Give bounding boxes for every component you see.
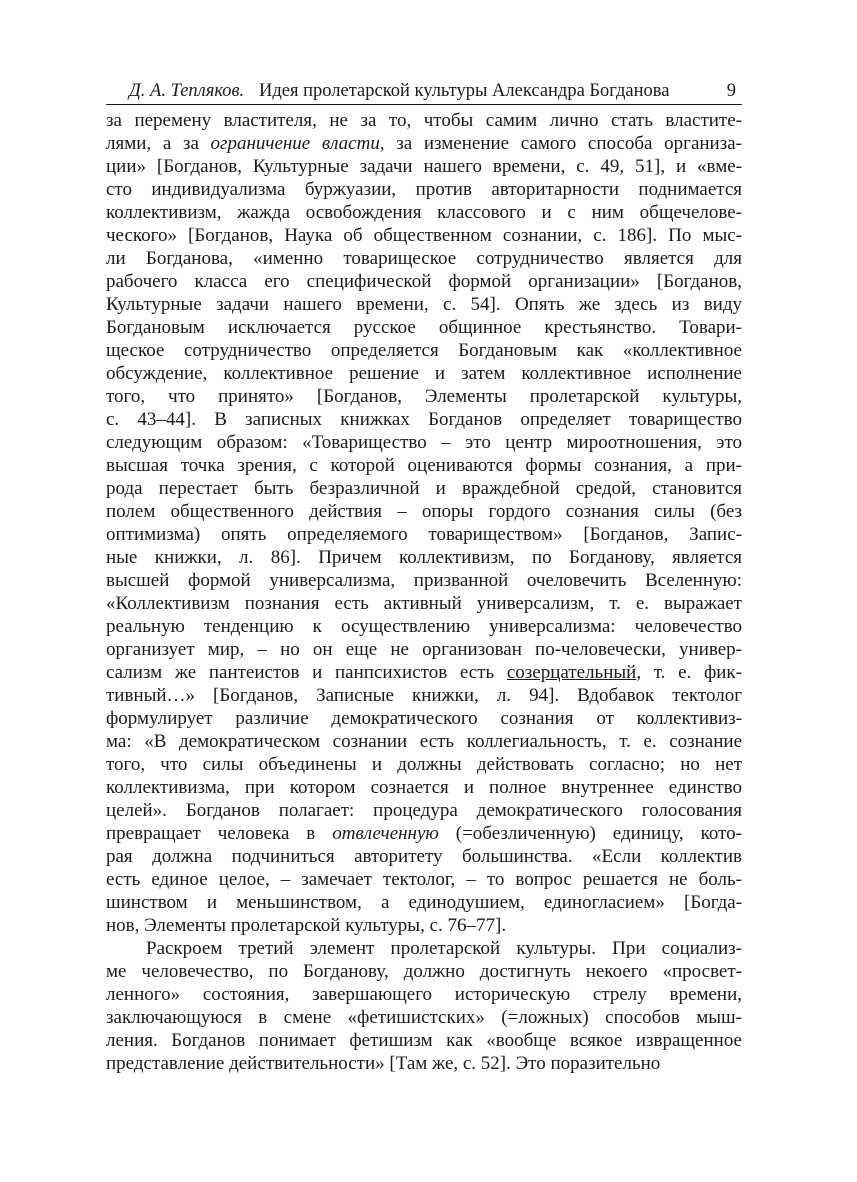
text-segment: Раскроем третий элемент пролетарской культуры. При социализ- (146, 938, 742, 959)
text-segment: рода перестает быть безразличной и враждебной средой, становится (106, 478, 742, 499)
text-segment: сто индивидуализма буржуазии, против авторитарности поднимается (106, 179, 742, 200)
text-line (106, 178, 742, 201)
text-line (106, 293, 742, 316)
text-line (106, 155, 742, 178)
header-author: Д. А. Тепляков. (129, 81, 245, 101)
text-segment: за перемену властителя, не за то, чтобы самим лично стать властите- (106, 110, 742, 131)
text-line (106, 477, 742, 500)
text-line (106, 408, 742, 431)
underlined-text: созерцательный (506, 662, 637, 683)
text-line (106, 914, 742, 937)
text-line (106, 983, 742, 1006)
text-segment: ления. Богданов понимает фетишизм как «вообще всякое извращенное (106, 1030, 742, 1051)
text-segment: рая должна подчиниться авторитету большинства. «Если коллектив (106, 846, 742, 867)
text-segment: заключающуюся в смене «фетишистских» (=ложных) способов мыш- (106, 1007, 742, 1028)
text-segment: превращает человека в (106, 823, 333, 844)
text-segment: ли Богданова, «именно товарищеское сотрудничество является для (106, 248, 742, 269)
text-segment: ленного» состояния, завершающего историческую стрелу времени, (106, 984, 742, 1005)
text-segment: формулирует различие демократического сознания от коллективиз- (106, 708, 742, 729)
text-line (106, 500, 742, 523)
header-title: Идея пролетарской культуры Александра Богданова (259, 81, 670, 101)
text-line (106, 592, 742, 615)
text-line (106, 615, 742, 638)
text-line (106, 822, 742, 845)
text-line (106, 1052, 742, 1075)
text-segment: рабочего класса его специфической формой организации» [Богданов, (106, 271, 742, 292)
text-line (106, 362, 742, 385)
text-line (106, 546, 742, 569)
text-segment: , т. е. фик- (636, 662, 742, 683)
text-segment: полем общественного действия – опоры гордого сознания силы (без (106, 501, 742, 522)
text-segment: , за изменение самого способа организа- (379, 133, 742, 154)
text-line (106, 270, 742, 293)
text-segment: ции» [Богданов, Культурные задачи нашего времени, с. 49, 51], и «вме- (106, 156, 742, 177)
text-segment: тивный…» [Богданов, Записные книжки, л. 94]. Вдобавок тектолог (106, 685, 742, 706)
text-segment: ные книжки, л. 86]. Причем коллективизм, по Богданову, является (106, 547, 742, 568)
text-segment: ма: «В демократическом сознании есть коллегиальность, т. е. сознание (106, 731, 742, 752)
text-line (106, 845, 742, 868)
text-segment: представление действительности» [Там же, с. 52]. Это поразительно (106, 1053, 661, 1074)
text-segment: щеское сотрудничество определяется Богдановым как «коллективное (106, 340, 742, 361)
text-line (106, 799, 742, 822)
text-segment: ческого» [Богданов, Наука об общественном сознании, с. 186]. По мыс- (106, 225, 742, 246)
text-segment: высшая точка зрения, с которой оцениваются формы сознания, а при- (106, 455, 742, 476)
text-segment: обсуждение, коллективное решение и затем коллективное исполнение (106, 363, 742, 384)
text-line (106, 776, 742, 799)
text-segment: организует мир, – но он еще не организован по-человечески, универ- (106, 639, 742, 660)
body-text (106, 109, 742, 1075)
text-line (106, 707, 742, 730)
text-line (106, 316, 742, 339)
text-segment: высшей формой универсализма, призванной очеловечить Вселенную: (106, 570, 742, 591)
text-segment: Культурные задачи нашего времени, с. 54]. Опять же здесь из виду (106, 294, 742, 315)
page-number: 9 (726, 81, 736, 101)
text-segment: коллективизм, жажда освобождения классового и с ним общечелове- (106, 202, 742, 223)
text-line (106, 247, 742, 270)
text-segment: следующим образом: «Товарищество – это центр мироотношения, это (106, 432, 742, 453)
text-line (106, 1029, 742, 1052)
text-segment: (=обезличенную) единицу, кото- (438, 823, 742, 844)
text-line (106, 132, 742, 155)
text-line (106, 1006, 742, 1029)
italic-text: ограничение власти (210, 133, 380, 154)
text-line (106, 868, 742, 891)
text-segment: нов, Элементы пролетарской культуры, с. 76–77]. (106, 915, 507, 936)
text-line (106, 431, 742, 454)
text-segment: ме человечество, по Богданову, должно достигнуть некоего «просвет- (106, 961, 742, 982)
text-segment: с. 43–44]. В записных книжках Богданов определяет товарищество (106, 409, 742, 430)
text-line (106, 523, 742, 546)
running-header (106, 80, 742, 105)
text-line (106, 569, 742, 592)
text-line (106, 109, 742, 132)
text-segment: сализм же пантеистов и панпсихистов есть (106, 662, 507, 683)
text-segment: шинством и меньшинством, а единодушием, единогласием» [Богда- (106, 892, 742, 913)
text-segment: того, что принято» [Богданов, Элементы пролетарской культуры, (106, 386, 742, 407)
text-line (106, 730, 742, 753)
text-line (106, 891, 742, 914)
text-line (106, 385, 742, 408)
text-line (106, 224, 742, 247)
text-line (106, 638, 742, 661)
text-segment: коллективизма, при котором сознается и полное внутреннее единство (106, 777, 742, 798)
text-segment: «Коллективизм познания есть активный универсализм, т. е. выражает (106, 593, 742, 614)
text-segment: оптимизма) опять определяемого товариществом» [Богданов, Запис- (106, 524, 742, 545)
italic-text: отвлеченную (332, 823, 439, 844)
text-line (106, 339, 742, 362)
text-segment: реальную тенденцию к осуществлению универсализма: человечество (106, 616, 742, 637)
text-segment: есть единое целое, – замечает тектолог, – то вопрос решается не боль- (106, 869, 742, 890)
text-line (106, 937, 742, 960)
text-line (106, 684, 742, 707)
text-line (106, 454, 742, 477)
text-line (106, 753, 742, 776)
text-segment: лями, а за (106, 133, 211, 154)
text-segment: целей». Богданов полагает: процедура демократического голосования (106, 800, 742, 821)
text-line (106, 201, 742, 224)
text-segment: того, что силы объединены и должны действовать согласно; но нет (106, 754, 742, 775)
text-line (106, 661, 742, 684)
text-line (106, 960, 742, 983)
text-segment: Богдановым исключается русское общинное крестьянство. Товари- (106, 317, 742, 338)
